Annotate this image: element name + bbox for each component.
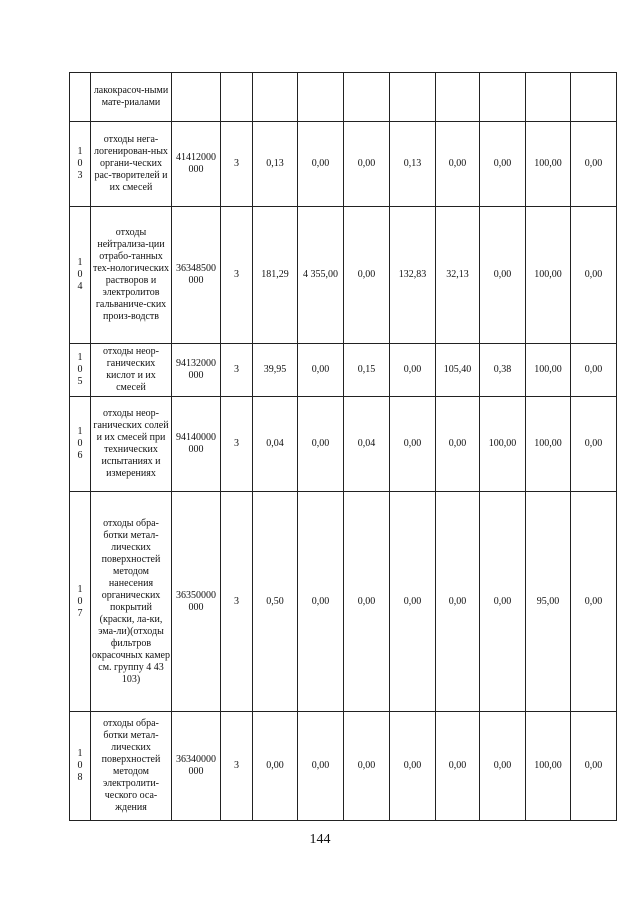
table-row bbox=[70, 122, 617, 207]
value-cell-1: 39,95 bbox=[253, 344, 298, 397]
value-cell-6: 100,00 bbox=[480, 397, 526, 492]
value-cell-1: 0,13 bbox=[253, 122, 298, 207]
value-cell-4: 0,00 bbox=[390, 344, 436, 397]
waste-code-cell bbox=[172, 492, 221, 712]
value-cell-2: 0,00 bbox=[298, 344, 344, 397]
waste-name: отходы неор-ганических кислот и их смесей bbox=[103, 346, 159, 393]
row-number: 107 bbox=[77, 583, 83, 619]
waste-name-cell bbox=[91, 397, 172, 492]
value-cell-2: 0,00 bbox=[298, 122, 344, 207]
waste-name-cell bbox=[91, 122, 172, 207]
value-cell-3 bbox=[344, 73, 390, 122]
hazard-class-cell: 3 bbox=[221, 492, 253, 712]
hazard-class-cell: 3 bbox=[221, 344, 253, 397]
value-cell-8: 0,00 bbox=[571, 712, 617, 821]
page-number: 144 bbox=[309, 832, 331, 847]
value-cell-2: 0,00 bbox=[298, 397, 344, 492]
row-number-cell bbox=[70, 207, 91, 344]
hazard-class-cell bbox=[221, 73, 253, 122]
value-cell-5: 0,00 bbox=[436, 492, 480, 712]
value-cell-1: 181,29 bbox=[253, 207, 298, 344]
value-cell-4: 0,00 bbox=[390, 712, 436, 821]
waste-code: 36350000000 bbox=[176, 589, 216, 613]
value-cell-4: 132,83 bbox=[390, 207, 436, 344]
value-cell-7: 100,00 bbox=[526, 712, 571, 821]
value-cell-3: 0,00 bbox=[344, 207, 390, 344]
waste-name: отходы нейтрализа-ции отрабо-танных тех-нологических растворов и электролитов гальваниче-ских произ-водств bbox=[92, 227, 170, 322]
row-number-cell bbox=[70, 122, 91, 207]
waste-table bbox=[69, 72, 617, 821]
waste-name-cell bbox=[91, 492, 172, 712]
row-number: 105 bbox=[77, 352, 83, 387]
waste-name: лакокрасоч-ными мате-риалами bbox=[93, 85, 169, 108]
value-cell-5: 0,00 bbox=[436, 397, 480, 492]
waste-name-cell bbox=[91, 207, 172, 344]
value-cell-7: 100,00 bbox=[526, 344, 571, 397]
table-row bbox=[70, 492, 617, 712]
value-cell-2: 4 355,00 bbox=[298, 207, 344, 344]
value-cell-3: 0,15 bbox=[344, 344, 390, 397]
waste-code: 36340000000 bbox=[176, 754, 216, 777]
value-cell-6: 0,00 bbox=[480, 207, 526, 344]
value-cell-3: 0,00 bbox=[344, 712, 390, 821]
waste-code: 94132000000 bbox=[176, 358, 216, 381]
row-number: 108 bbox=[77, 748, 83, 783]
value-cell-6: 0,00 bbox=[480, 492, 526, 712]
row-number-cell bbox=[70, 492, 91, 712]
value-cell-8: 0,00 bbox=[571, 344, 617, 397]
waste-name: отходы обра-ботки метал-лических поверхностей методом нанесения органических покрытий (краски, ла-ки, эма-ли)(отходы фильтров окрасочных камер см. группу 4 43 103) bbox=[92, 517, 170, 685]
row-number: 104 bbox=[77, 257, 83, 292]
row-number-cell bbox=[70, 397, 91, 492]
value-cell-3: 0,00 bbox=[344, 492, 390, 712]
value-cell-4: 0,00 bbox=[390, 492, 436, 712]
value-cell-8: 0,00 bbox=[571, 492, 617, 712]
value-cell-6: 0,00 bbox=[480, 122, 526, 207]
waste-code-cell bbox=[172, 73, 221, 122]
hazard-class-cell: 3 bbox=[221, 712, 253, 821]
value-cell-1: 0,50 bbox=[253, 492, 298, 712]
waste-code-cell bbox=[172, 344, 221, 397]
waste-code: 41412000000 bbox=[176, 152, 216, 175]
value-cell-3: 0,00 bbox=[344, 122, 390, 207]
waste-code-cell bbox=[172, 207, 221, 344]
waste-name: отходы обра-ботки метал-лических поверхностей методом электролити-ческого оса-ждения bbox=[101, 718, 161, 813]
waste-code-cell bbox=[172, 397, 221, 492]
table-body bbox=[70, 73, 617, 821]
value-cell-8 bbox=[571, 73, 617, 122]
row-number-cell bbox=[70, 344, 91, 397]
value-cell-5: 0,00 bbox=[436, 712, 480, 821]
value-cell-7: 100,00 bbox=[526, 207, 571, 344]
waste-code: 94140000000 bbox=[176, 432, 216, 455]
hazard-class-cell: 3 bbox=[221, 207, 253, 344]
table-row bbox=[70, 344, 617, 397]
value-cell-2: 0,00 bbox=[298, 492, 344, 712]
waste-name-cell bbox=[91, 344, 172, 397]
value-cell-2 bbox=[298, 73, 344, 122]
table-row bbox=[70, 207, 617, 344]
value-cell-8: 0,00 bbox=[571, 207, 617, 344]
row-number: 103 bbox=[77, 146, 83, 181]
hazard-class-cell: 3 bbox=[221, 397, 253, 492]
hazard-class-cell: 3 bbox=[221, 122, 253, 207]
waste-code: 36348500000 bbox=[176, 263, 216, 286]
value-cell-4: 0,13 bbox=[390, 122, 436, 207]
value-cell-6: 0,38 bbox=[480, 344, 526, 397]
waste-code-cell bbox=[172, 712, 221, 821]
value-cell-7 bbox=[526, 73, 571, 122]
row-number-cell bbox=[70, 73, 91, 122]
value-cell-7: 100,00 bbox=[526, 397, 571, 492]
value-cell-2: 0,00 bbox=[298, 712, 344, 821]
value-cell-5: 105,40 bbox=[436, 344, 480, 397]
table-row bbox=[70, 397, 617, 492]
waste-name-cell bbox=[91, 712, 172, 821]
table-row bbox=[70, 73, 617, 122]
value-cell-5: 32,13 bbox=[436, 207, 480, 344]
value-cell-3: 0,04 bbox=[344, 397, 390, 492]
value-cell-4 bbox=[390, 73, 436, 122]
value-cell-8: 0,00 bbox=[571, 397, 617, 492]
value-cell-5 bbox=[436, 73, 480, 122]
waste-code-cell bbox=[172, 122, 221, 207]
waste-name: отходы неор-ганических солей и их смесей при технических испытаниях и измерениях bbox=[93, 408, 169, 479]
waste-name-cell bbox=[91, 73, 172, 122]
waste-name: отходы нега-логенирован-ных органи-ческих рас-творителей и их смесей bbox=[94, 134, 168, 193]
table-row bbox=[70, 712, 617, 821]
value-cell-7: 100,00 bbox=[526, 122, 571, 207]
row-number-cell bbox=[70, 712, 91, 821]
value-cell-7: 95,00 bbox=[526, 492, 571, 712]
value-cell-1: 0,00 bbox=[253, 712, 298, 821]
value-cell-6: 0,00 bbox=[480, 712, 526, 821]
value-cell-8: 0,00 bbox=[571, 122, 617, 207]
value-cell-6 bbox=[480, 73, 526, 122]
row-number: 106 bbox=[77, 426, 83, 461]
value-cell-4: 0,00 bbox=[390, 397, 436, 492]
value-cell-1: 0,04 bbox=[253, 397, 298, 492]
value-cell-1 bbox=[253, 73, 298, 122]
value-cell-5: 0,00 bbox=[436, 122, 480, 207]
